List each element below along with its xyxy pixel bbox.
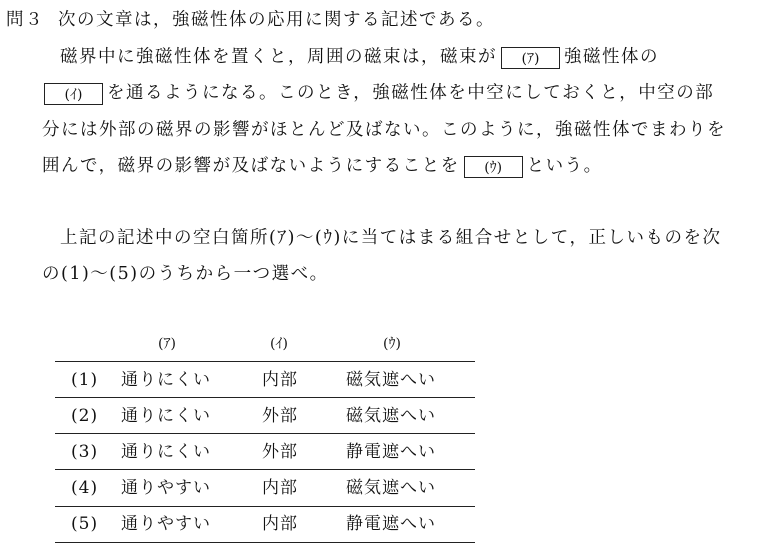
table-rule [55, 397, 475, 398]
paragraph-text-2b: を通るようになる。このとき，強磁性体を中空にしておくと，中空の部 [107, 83, 715, 103]
instruction-text-1: 上記の記述中の空白箇所(ｱ)～(ｳ)に当てはまる組合せとして，正しいものを次 [60, 228, 722, 248]
row-col-a: 通りやすい [121, 478, 211, 498]
row-number: (5) [71, 514, 99, 534]
blank-u-box: (ｳ) [464, 156, 523, 178]
row-number: (1) [71, 370, 99, 390]
row-col-a: 通りにくい [121, 442, 211, 462]
row-col-u: 静電遮へい [346, 442, 436, 462]
paragraph-line-3 [42, 118, 726, 142]
table-rule-bottom [55, 542, 475, 543]
row-number: (2) [71, 406, 99, 426]
table-rule [55, 433, 475, 434]
row-number: (3) [71, 442, 99, 462]
row-col-a: 通りにくい [121, 370, 211, 390]
paragraph-text-3: 分には外部の磁界の影響がほとんど及ばない。このように，強磁性体でまわりを [42, 120, 726, 140]
instruction-text-2: の(1)～(5)のうちから一つ選べ。 [42, 264, 329, 284]
row-col-i: 外部 [262, 406, 298, 426]
paragraph-text-4a: 囲んで，磁界の影響が及ばないようにすることを [42, 156, 460, 176]
row-number: (4) [71, 478, 99, 498]
paragraph-text-4b: という。 [526, 156, 603, 176]
paragraph-line-4 [42, 154, 603, 178]
row-col-u: 磁気遮へい [346, 478, 436, 498]
table-rule [55, 506, 475, 507]
paragraph-text-1b: 強磁性体の [564, 47, 659, 67]
paragraph-text-1a: 磁界中に強磁性体を置くと，周囲の磁束は，磁束が [60, 47, 497, 67]
row-col-i: 内部 [262, 514, 298, 534]
row-col-u: 静電遮へい [346, 514, 436, 534]
question-title-line [6, 8, 495, 32]
row-col-u: 磁気遮へい [346, 370, 436, 390]
question-number: 問３ [6, 10, 44, 30]
row-col-a: 通りやすい [121, 514, 211, 534]
row-col-i: 内部 [262, 370, 298, 390]
row-col-a: 通りにくい [121, 406, 211, 426]
table-rule [55, 469, 475, 470]
row-col-u: 磁気遮へい [346, 406, 436, 426]
blank-i-box: (ｲ) [44, 83, 103, 105]
table-rule-top [55, 361, 475, 362]
table-header-a: (ｱ) [158, 336, 176, 352]
table-header-i: (ｲ) [270, 336, 288, 352]
row-col-i: 外部 [262, 442, 298, 462]
paragraph-line-1 [60, 45, 659, 69]
question-title: 次の文章は，強磁性体の応用に関する記述である。 [58, 10, 495, 30]
row-col-i: 内部 [262, 478, 298, 498]
table-header-u: (ｳ) [383, 336, 401, 352]
instruction-line-2 [42, 262, 329, 286]
blank-a-box: (ｱ) [501, 47, 560, 69]
instruction-line-1 [60, 226, 721, 250]
paragraph-line-2 [44, 81, 714, 105]
